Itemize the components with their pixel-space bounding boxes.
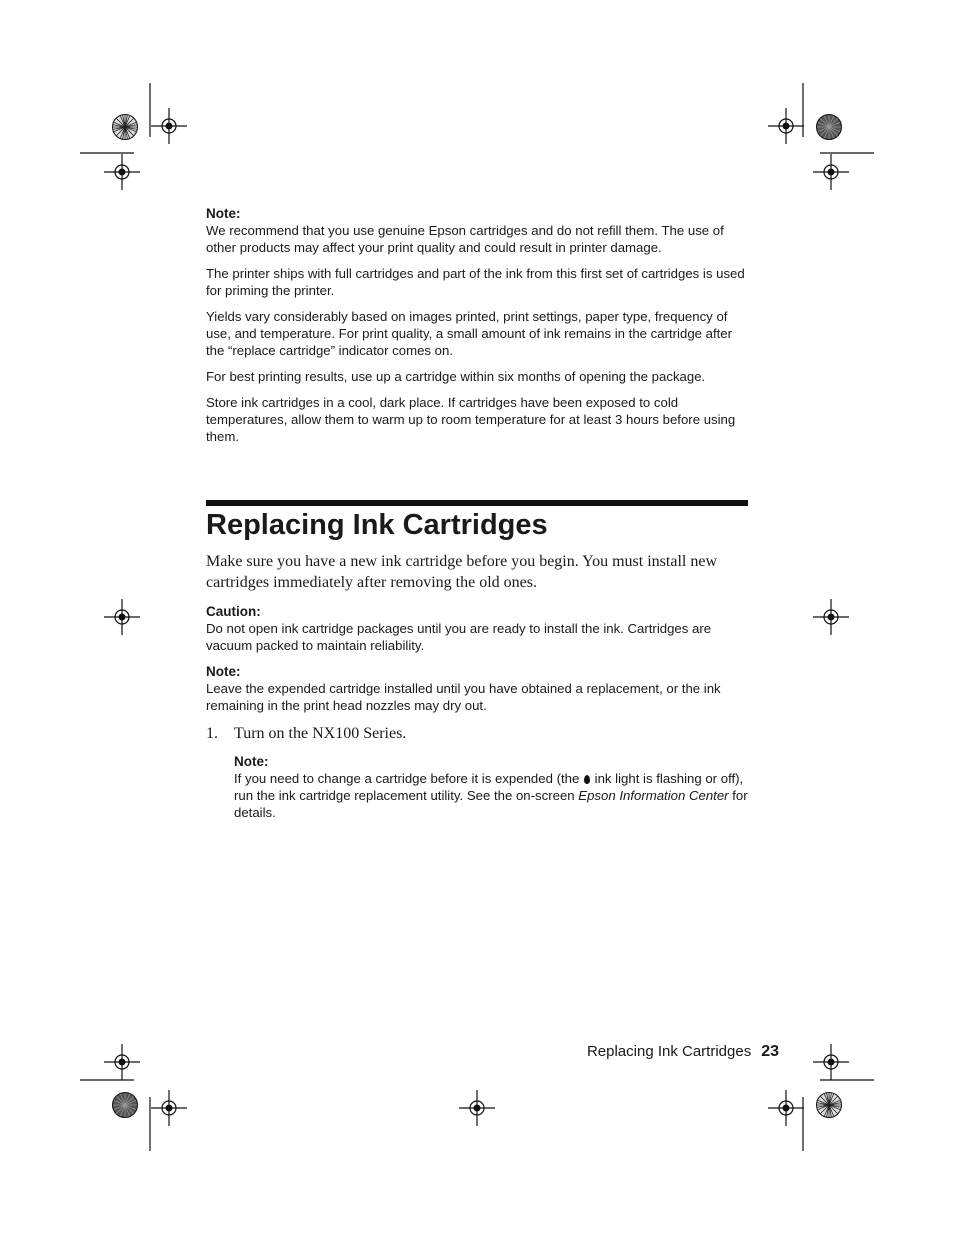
note-paragraph: Yields vary considerably based on images printed, print settings, paper type, frequency of use, and temperature. For print quality, a small amount of ink remains in the cartridge after the “replace cartridge” indicator comes on. [206, 309, 733, 358]
note-heading: Note: [206, 664, 241, 679]
footer-section-name: Replacing Ink Cartridges [586, 1043, 752, 1060]
caution-heading: Caution: [206, 604, 261, 619]
note-paragraph: We recommend that you use genuine Epson cartridges and do not refill them. The use of other products may affect your print quality and could result in printer damage. [206, 223, 724, 255]
note-paragraph: For best printing results, use up a cartridge within six months of opening the package. [206, 369, 706, 384]
ink-drop-icon [584, 775, 590, 784]
step-1 [206, 723, 748, 744]
section-title: Replacing Ink Cartridges [206, 509, 548, 541]
top-note [206, 205, 748, 454]
note-paragraph: The printer ships with full cartridges and part of the ink from this first set of cartridges is used for priming the printer. [206, 266, 745, 298]
section-intro: Make sure you have a new ink cartridge before you begin. You must install new cartridges immediately after removing the old ones. [206, 553, 717, 591]
note-text: If you need to change a cartridge before it is expended (the ink light is flashing or off), run the ink cartridge replacement utility. See the on-screen Epson Information Center for details. [234, 771, 748, 820]
note-text: Leave the expended cartridge installed until you have obtained a replacement, or the ink remaining in the print head nozzles may dry out. [206, 681, 721, 713]
step-1-note [234, 753, 748, 830]
epson-information-center-ref: Epson Information Center [578, 788, 729, 803]
step-text: Turn on the NX100 Series. [234, 725, 407, 742]
section-body [206, 551, 748, 723]
step-number: 1. [206, 725, 218, 742]
page-number: 23 [761, 1043, 779, 1060]
note-heading: Note: [206, 206, 241, 221]
note-heading: Note: [234, 754, 269, 769]
page-footer [587, 1042, 779, 1062]
note-paragraph: Store ink cartridges in a cool, dark place. If cartridges have been exposed to cold temperatures, allow them to warm up to room temperature for at least 3 hours before using them. [206, 395, 736, 444]
caution-text: Do not open ink cartridge packages until you are ready to install the ink. Cartridges are vacuum packed to maintain reliability. [206, 621, 712, 653]
